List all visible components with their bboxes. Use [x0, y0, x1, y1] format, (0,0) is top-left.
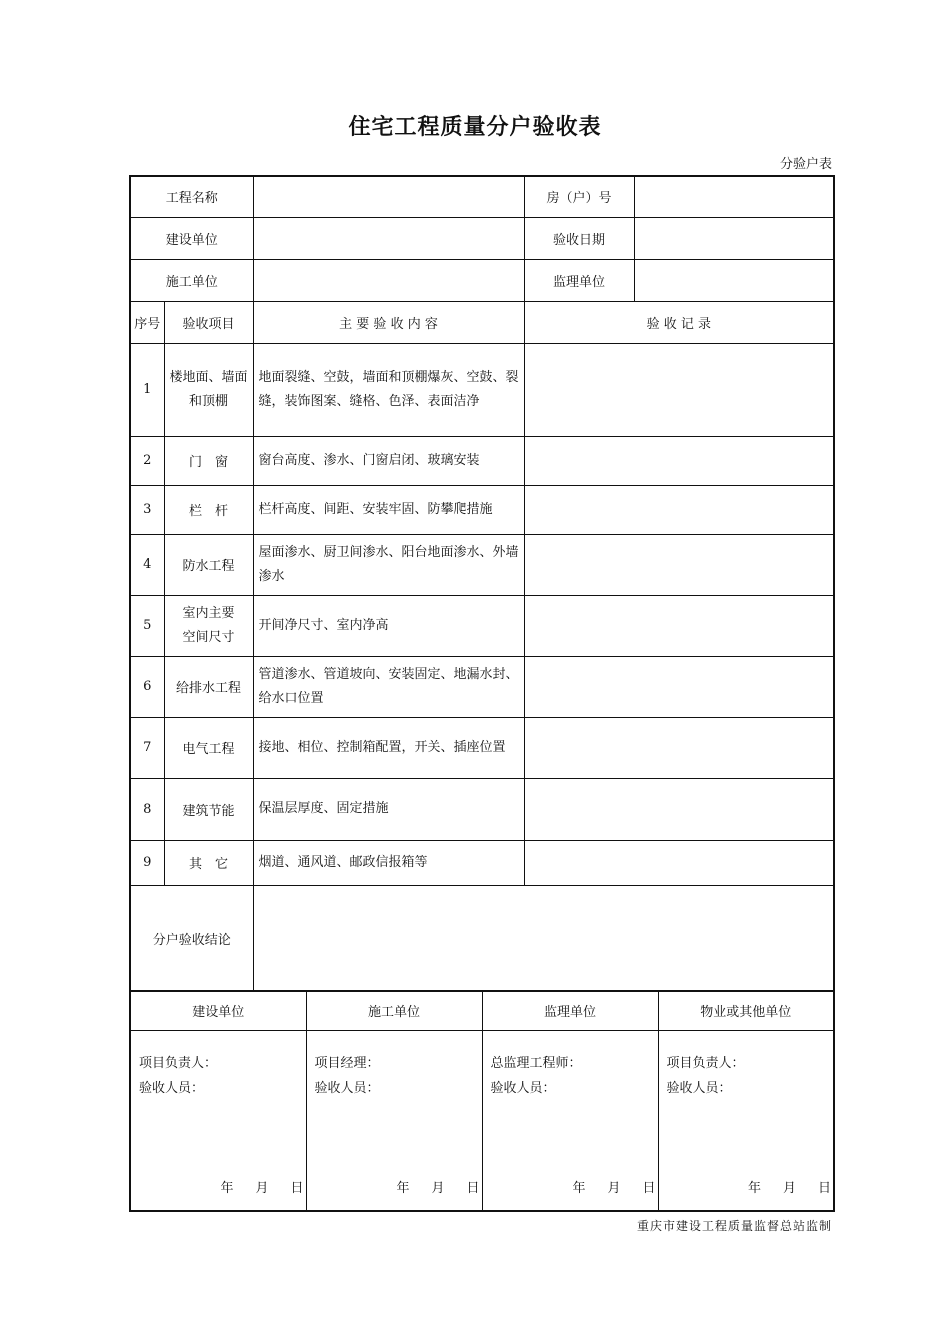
sign-block-property[interactable]: [658, 1031, 834, 1212]
sign-unit-supervisor: 监理单位: [482, 991, 658, 1031]
supervisor-label: 监理单位: [524, 259, 634, 301]
row-content: 屋面渗水、厨卫间渗水、阳台地面渗水、外墙渗水: [253, 534, 524, 595]
builder-field[interactable]: [253, 217, 524, 259]
row-item: 电气工程: [164, 717, 253, 778]
row-record-field[interactable]: [524, 343, 834, 436]
sign-line-inspector: 验收人员：: [139, 1081, 205, 1096]
row-record-field[interactable]: [524, 778, 834, 840]
row-record-field[interactable]: [524, 840, 834, 885]
sign-date: 年 月 日: [747, 1181, 831, 1196]
row-content: 管道渗水、管道坡向、安装固定、地漏水封、给水口位置: [253, 656, 524, 717]
sign-block-supervisor[interactable]: [482, 1031, 658, 1212]
accept-date-field[interactable]: [634, 217, 834, 259]
row-no: 6: [130, 656, 164, 717]
row-no: 1: [130, 343, 164, 436]
row-content: 地面裂缝、空鼓，墙面和顶棚爆灰、空鼓、裂缝，装饰图案、缝格、色泽、表面洁净: [253, 343, 524, 436]
sign-unit-contractor: 施工单位: [306, 991, 482, 1031]
sign-line-chief-engineer: 总监理工程师：: [490, 1056, 582, 1071]
row-item: 建筑节能: [164, 778, 253, 840]
row-no: 8: [130, 778, 164, 840]
row-record-field[interactable]: [524, 485, 834, 534]
conclusion-label: 分户验收结论: [130, 885, 253, 991]
supervisor-field[interactable]: [634, 259, 834, 301]
row-item: 防水工程: [164, 534, 253, 595]
table-row: [130, 778, 834, 840]
row-item: 室内主要空间尺寸: [164, 595, 253, 656]
signature-table: [129, 990, 835, 1212]
sign-line-manager: 项目经理：: [314, 1056, 380, 1071]
sign-date: 年 月 日: [572, 1181, 656, 1196]
row-content: 接地、相位、控制箱配置，开关、插座位置: [253, 717, 524, 778]
row-no: 7: [130, 717, 164, 778]
row-no: 3: [130, 485, 164, 534]
sign-unit-builder: 建设单位: [130, 991, 306, 1031]
project-name-field[interactable]: [253, 176, 524, 217]
row-item: 门 窗: [164, 436, 253, 485]
footer-issuer: 重庆市建设工程质量监督总站监制: [636, 1219, 832, 1233]
row-no: 4: [130, 534, 164, 595]
col-header-record: 验 收 记 录: [524, 301, 834, 343]
row-content: 保温层厚度、固定措施: [253, 778, 524, 840]
row-item: 给排水工程: [164, 656, 253, 717]
conclusion-field[interactable]: [253, 885, 834, 991]
sign-line-inspector: 验收人员：: [666, 1081, 732, 1096]
col-header-content: 主 要 验 收 内 容: [253, 301, 524, 343]
sign-line-principal: 项目负责人：: [666, 1056, 745, 1071]
table-row: [130, 343, 834, 436]
row-item: 栏 杆: [164, 485, 253, 534]
room-no-label: 房（户）号: [524, 176, 634, 217]
col-header-no: 序号: [130, 301, 164, 343]
sign-unit-property: 物业或其他单位: [658, 991, 834, 1031]
table-row: [130, 656, 834, 717]
builder-label: 建设单位: [130, 217, 253, 259]
table-row: [130, 534, 834, 595]
row-no: 2: [130, 436, 164, 485]
table-row: [130, 717, 834, 778]
col-header-item: 验收项目: [164, 301, 253, 343]
row-record-field[interactable]: [524, 656, 834, 717]
row-item: 楼地面、墙面和顶棚: [164, 343, 253, 436]
sign-line-inspector: 验收人员：: [314, 1081, 380, 1096]
row-no: 9: [130, 840, 164, 885]
project-name-label: 工程名称: [130, 176, 253, 217]
form-title: 住宅工程质量分户验收表: [348, 115, 602, 140]
row-content: 窗台高度、渗水、门窗启闭、玻璃安装: [253, 436, 524, 485]
sign-line-inspector: 验收人员：: [490, 1081, 556, 1096]
row-no: 5: [130, 595, 164, 656]
acceptance-table: [129, 175, 835, 992]
row-record-field[interactable]: [524, 595, 834, 656]
row-content: 烟道、通风道、邮政信报箱等: [253, 840, 524, 885]
table-row: [130, 485, 834, 534]
row-item: 其 它: [164, 840, 253, 885]
form-code: 分验户表: [779, 157, 832, 172]
table-row: [130, 840, 834, 885]
sign-date: 年 月 日: [396, 1181, 480, 1196]
room-no-field[interactable]: [634, 176, 834, 217]
table-row: [130, 436, 834, 485]
row-record-field[interactable]: [524, 717, 834, 778]
row-content: 开间净尺寸、室内净高: [253, 595, 524, 656]
row-record-field[interactable]: [524, 436, 834, 485]
sign-block-builder[interactable]: [130, 1031, 306, 1212]
accept-date-label: 验收日期: [524, 217, 634, 259]
row-record-field[interactable]: [524, 534, 834, 595]
table-row: [130, 595, 834, 656]
contractor-label: 施工单位: [130, 259, 253, 301]
row-content: 栏杆高度、间距、安装牢固、防攀爬措施: [253, 485, 524, 534]
sign-line-principal: 项目负责人：: [139, 1056, 218, 1071]
contractor-field[interactable]: [253, 259, 524, 301]
sign-block-contractor[interactable]: [306, 1031, 482, 1212]
sign-date: 年 月 日: [220, 1181, 304, 1196]
